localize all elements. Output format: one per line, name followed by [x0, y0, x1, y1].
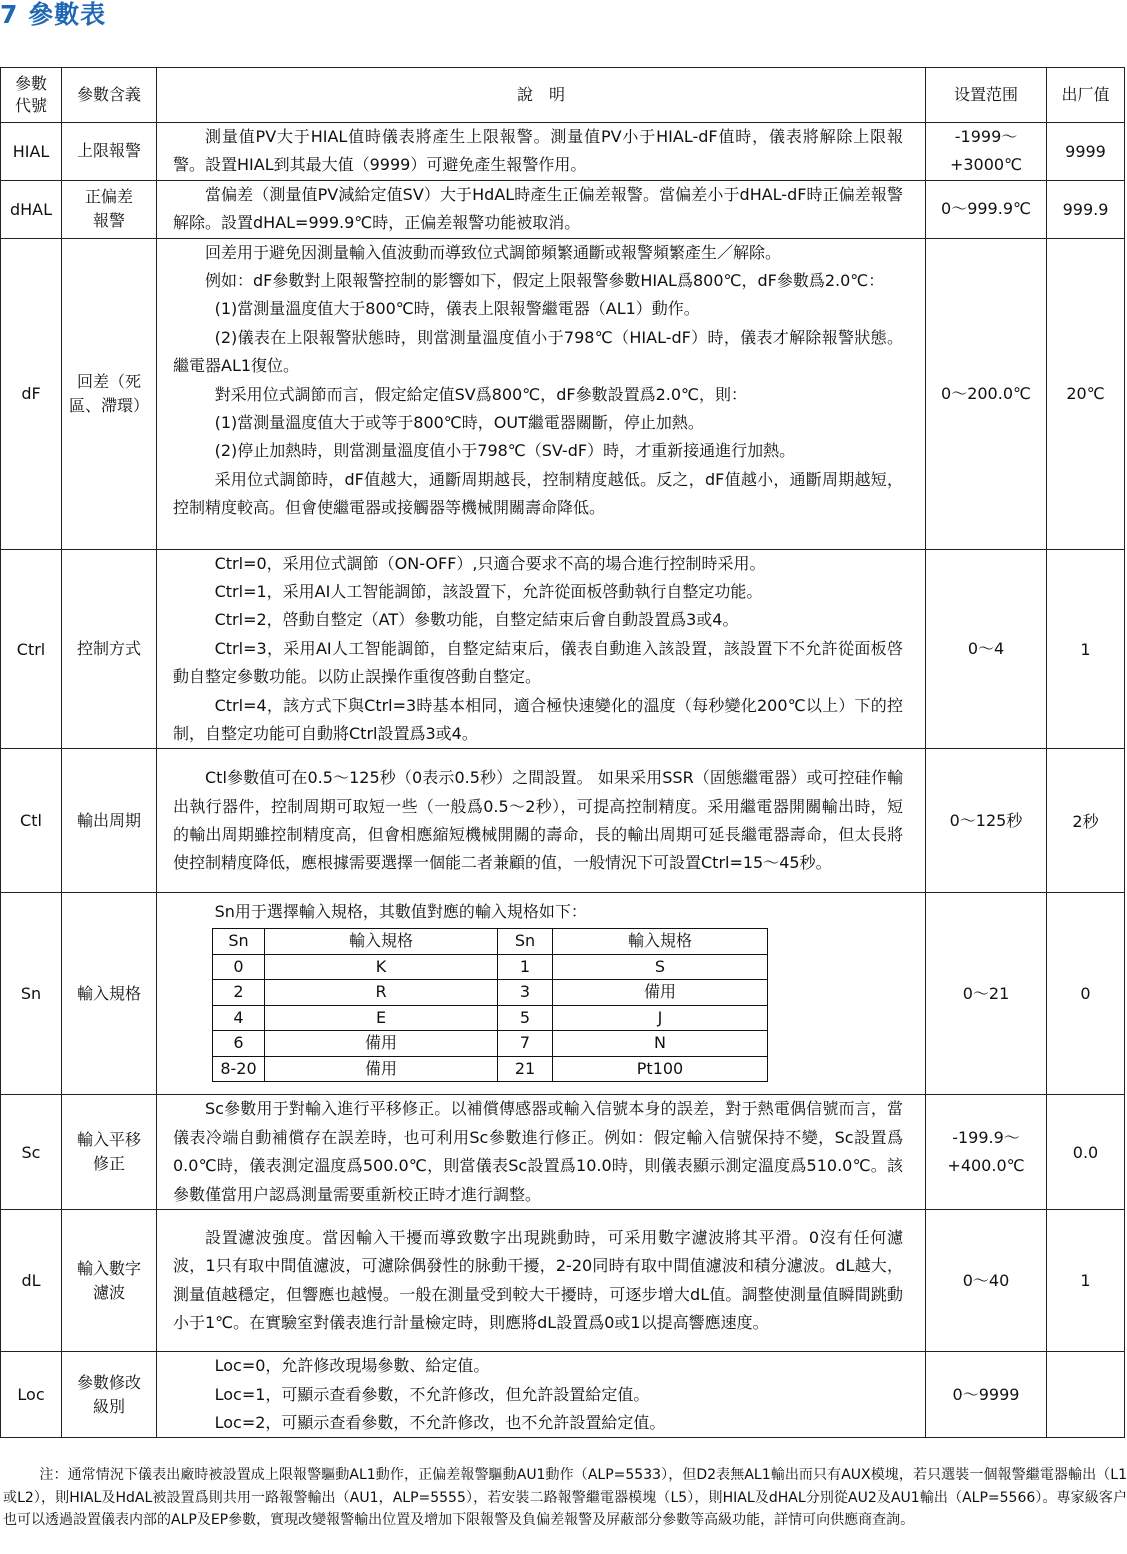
sn-header-row [213, 929, 768, 955]
sn-cell: 2 [213, 980, 265, 1006]
sn-cell: 7 [498, 1031, 553, 1057]
sn-cell: 備用 [265, 1031, 498, 1057]
footnote-text: 注：通常情況下儀表出廠時被設置成上限報警驅動AL1動作，正偏差報警驅動AU1動作（ALP=5533），但D2表無AL1輸出而只有AUX模塊，若只選裝一個報警繼電器輸出（L1或L2），則HIAL及HdAL被設置爲則共用一路報警輸出（AU1，ALP=5555），若安裝二路報警繼電器模塊（L5），則HIAL及dHAL分別從AU2及AU1輸出（ALP=5566）。專家級客户也可以透過設置儀表内部的ALP及EP參數，實現改變報警輸出位置及增加下限報警及負偏差報警及屏蔽部分參數等高級功能，詳情可向供應商查詢。 [3, 1467, 1127, 1528]
param-range: 0～4 [926, 549, 1047, 749]
param-default [1047, 1352, 1125, 1438]
param-default: 9999 [1047, 123, 1125, 181]
header-desc: 說 明 [157, 68, 926, 123]
desc-paragraph: Loc=1，可顯示查看參數，不允許修改，但允許設置給定值。 [214, 1384, 650, 1404]
desc-paragraph: Sc參數用于對輸入進行平移修正。以補償傳感器或輸入信號本身的誤差，對于熱電偶信號而言，當儀表冷端自動補償存在誤差時，也可利用Sc參數進行修正。例如：假定輸入信號保持不變，Sc設置爲0.0℃時，儀表測定溫度爲500.0℃，則當儀表Sc設置爲10.0時，則儀表顯示測定溫度爲510.0℃。該參數僅當用户認爲測量需要重新校正時才進行調整。 [173, 1099, 903, 1204]
sn-cell: S [553, 954, 768, 980]
param-desc [157, 1352, 926, 1438]
param-code: Ctrl [1, 549, 62, 749]
param-default: 999.9 [1047, 180, 1125, 238]
param-range: -199.9～ +400.0℃ [926, 1095, 1047, 1210]
sn-header-cell: 輸入規格 [265, 929, 498, 955]
page-title: 7 參數表 [0, 0, 107, 29]
header-range: 设置范围 [926, 68, 1047, 123]
desc-paragraph: 采用位式調節時，dF值越大，通斷周期越長，控制精度越低。反之，dF值越小，通斷周期越短，控制精度較高。但會使繼電器或接觸器等機械開關壽命降低。 [173, 469, 903, 518]
desc-paragraph: 回差用于避免因測量輸入值波動而導致位式調節頻繁通斷或報警頻繁產生／解除。 [205, 242, 782, 262]
sn-cell: J [553, 1005, 768, 1031]
parameter-table [0, 67, 1125, 1438]
param-default: 1 [1047, 1210, 1125, 1352]
sn-cell: K [265, 954, 498, 980]
param-name: 輸入規格 [62, 893, 157, 1095]
param-default: 0 [1047, 893, 1125, 1095]
param-range: 0～9999 [926, 1352, 1047, 1438]
table-row [1, 1352, 1125, 1438]
sn-cell: 6 [213, 1031, 265, 1057]
param-desc [157, 1095, 926, 1210]
param-code: Sc [1, 1095, 62, 1210]
desc-paragraph: 對采用位式調節而言，假定給定值SV爲800℃，dF參數設置爲2.0℃，則： [214, 384, 747, 404]
sn-header-cell: Sn [498, 929, 553, 955]
param-code: dL [1, 1210, 62, 1352]
desc-paragraph: Ctrl=2，啓動自整定（AT）參數功能，自整定結束后會自動設置爲3或4。 [214, 610, 739, 630]
param-desc [157, 1210, 926, 1352]
param-name: 參數修改 級別 [62, 1352, 157, 1438]
desc-paragraph: Loc=2，可顯示查看參數，不允許修改，也不允許設置給定值。 [214, 1412, 666, 1432]
desc-paragraph: Ctrl=1，采用AI人工智能調節，該設置下，允許從面板啓動執行自整定功能。 [214, 582, 763, 602]
param-range: 0～40 [926, 1210, 1047, 1352]
param-code: dHAL [1, 180, 62, 238]
desc-paragraph: Sn用于選擇輸入規格，其數值對應的輸入規格如下： [214, 901, 587, 921]
param-code: Loc [1, 1352, 62, 1438]
sn-cell: Pt100 [553, 1056, 768, 1082]
param-name: 輸入平移 修正 [62, 1095, 157, 1210]
footnote [3, 1464, 1127, 1532]
sn-cell: 3 [498, 980, 553, 1006]
sn-cell: 21 [498, 1056, 553, 1082]
param-range: -1999～ +3000℃ [926, 123, 1047, 181]
sn-row [213, 980, 768, 1006]
desc-paragraph: (1)當測量溫度值大于800℃時，儀表上限報警繼電器（AL1）動作。 [214, 299, 700, 319]
desc-paragraph: Ctrl=0，采用位式調節（ON-OFF）,只適合要求不高的場合進行控制時采用。 [214, 553, 766, 573]
sn-row [213, 954, 768, 980]
desc-paragraph: Ctrl=4，該方式下與Ctrl=3時基本相同，適合極快速變化的溫度（每秒變化200℃以上）下的控制，自整定功能可自動將Ctrl設置爲3或4。 [173, 695, 903, 744]
param-code: HIAL [1, 123, 62, 181]
param-desc [157, 180, 926, 238]
sn-header-cell: Sn [213, 929, 265, 955]
table-header-row [1, 68, 1125, 123]
desc-paragraph: 當偏差（測量值PV減給定值SV）大于HdAL時產生正偏差報警。當偏差小于dHAL-dF時正偏差報警解除。設置dHAL=999.9℃時，正偏差報警功能被取消。 [173, 184, 903, 233]
table-row [1, 238, 1125, 549]
param-name: 控制方式 [62, 549, 157, 749]
desc-paragraph: 例如：dF參數對上限報警控制的影響如下，假定上限報警參數HIAL爲800℃，dF參數爲2.0℃： [205, 271, 885, 291]
sn-cell: N [553, 1031, 768, 1057]
desc-paragraph: (1)當測量溫度值大于或等于800℃時，OUT繼電器關斷，停止加熱。 [214, 413, 704, 433]
desc-paragraph: Ctl參數值可在0.5～125秒（0表示0.5秒）之間設置。 如果采用SSR（固態繼電器）或可控硅作輸出執行器件，控制周期可取短一些（一般爲0.5～2秒），可提高控制精度。采用繼電器開關輸出時，短的輸出周期雖控制精度高，但會相應縮短機械開關的壽命，長的輸出周期可延長繼電器壽命，但太長將使控制精度降低，應根據需要選擇一個能二者兼顧的值，一般情況下可設置Ctrl=15～45秒。 [173, 768, 903, 873]
desc-paragraph: Loc=0，允許修改現場參數、給定值。 [214, 1356, 490, 1376]
table-row [1, 1210, 1125, 1352]
header-code: 參數 代號 [1, 68, 62, 123]
sn-row [213, 1031, 768, 1057]
param-default: 0.0 [1047, 1095, 1125, 1210]
param-desc [157, 123, 926, 181]
sn-cell: 0 [213, 954, 265, 980]
param-range: 0～200.0℃ [926, 238, 1047, 549]
desc-paragraph: 設置濾波強度。當因輸入干擾而導致數字出現跳動時，可采用數字濾波將其平滑。0沒有任何濾波，1只有取中間值濾波，可濾除偶發性的脉動干擾，2-20同時有取中間值濾波和積分濾波。dL越大，測量值越穩定，但響應也越慢。一般在測量受到較大干擾時，可逐步增大dL值。調整使測量值瞬間跳動小于1℃。在實驗室對儀表進行計量檢定時，則應將dL設置爲0或1以提高響應速度。 [173, 1227, 903, 1332]
table-row [1, 893, 1125, 1095]
desc-paragraph: Ctrl=3，采用AI人工智能調節，自整定結束后，儀表自動進入該設置，該設置下不允許從面板啓動自整定參數功能。以防止誤操作重復啓動自整定。 [173, 638, 903, 687]
param-name: 輸入數字 濾波 [62, 1210, 157, 1352]
desc-paragraph: 測量值PV大于HIAL值時儀表將產生上限報警。測量值PV小于HIAL-dF值時，儀表將解除上限報警。設置HIAL到其最大值（9999）可避免產生報警作用。 [173, 127, 903, 175]
param-name: 輸出周期 [62, 749, 157, 893]
table-row [1, 180, 1125, 238]
desc-paragraph: (2)儀表在上限報警狀態時，則當測量溫度值小于798℃（HIAL-dF）時，儀表才解除報警狀態。繼電器AL1復位。 [173, 327, 903, 376]
param-range: 0～21 [926, 893, 1047, 1095]
sn-cell: E [265, 1005, 498, 1031]
sn-cell: 8-20 [213, 1056, 265, 1082]
param-code: dF [1, 238, 62, 549]
param-default: 2秒 [1047, 749, 1125, 893]
sn-cell: 1 [498, 954, 553, 980]
header-name: 參數含義 [62, 68, 157, 123]
input-spec-table [212, 928, 768, 1082]
header-default: 出厂值 [1047, 68, 1125, 123]
param-name: 正偏差 報警 [62, 180, 157, 238]
sn-cell: R [265, 980, 498, 1006]
sn-cell: 5 [498, 1005, 553, 1031]
param-default: 1 [1047, 549, 1125, 749]
param-name: 上限報警 [62, 123, 157, 181]
sn-header-cell: 輸入規格 [553, 929, 768, 955]
table-row [1, 1095, 1125, 1210]
param-name: 回差（死 區、滯環） [62, 238, 157, 549]
sn-cell: 備用 [265, 1056, 498, 1082]
param-default: 20℃ [1047, 238, 1125, 549]
param-range: 0～999.9℃ [926, 180, 1047, 238]
param-code: Sn [1, 893, 62, 1095]
param-range: 0～125秒 [926, 749, 1047, 893]
sn-row [213, 1056, 768, 1082]
sn-row [213, 1005, 768, 1031]
table-row [1, 123, 1125, 181]
sn-cell: 4 [213, 1005, 265, 1031]
table-row [1, 749, 1125, 893]
param-desc [157, 549, 926, 749]
param-desc [157, 893, 926, 1095]
param-desc [157, 749, 926, 893]
sn-cell: 備用 [553, 980, 768, 1006]
param-code: Ctl [1, 749, 62, 893]
desc-paragraph: (2)停止加熱時，則當測量溫度值小于798℃（SV-dF）時，才重新接通進行加熱。 [214, 441, 796, 461]
param-desc [157, 238, 926, 549]
table-row [1, 549, 1125, 749]
